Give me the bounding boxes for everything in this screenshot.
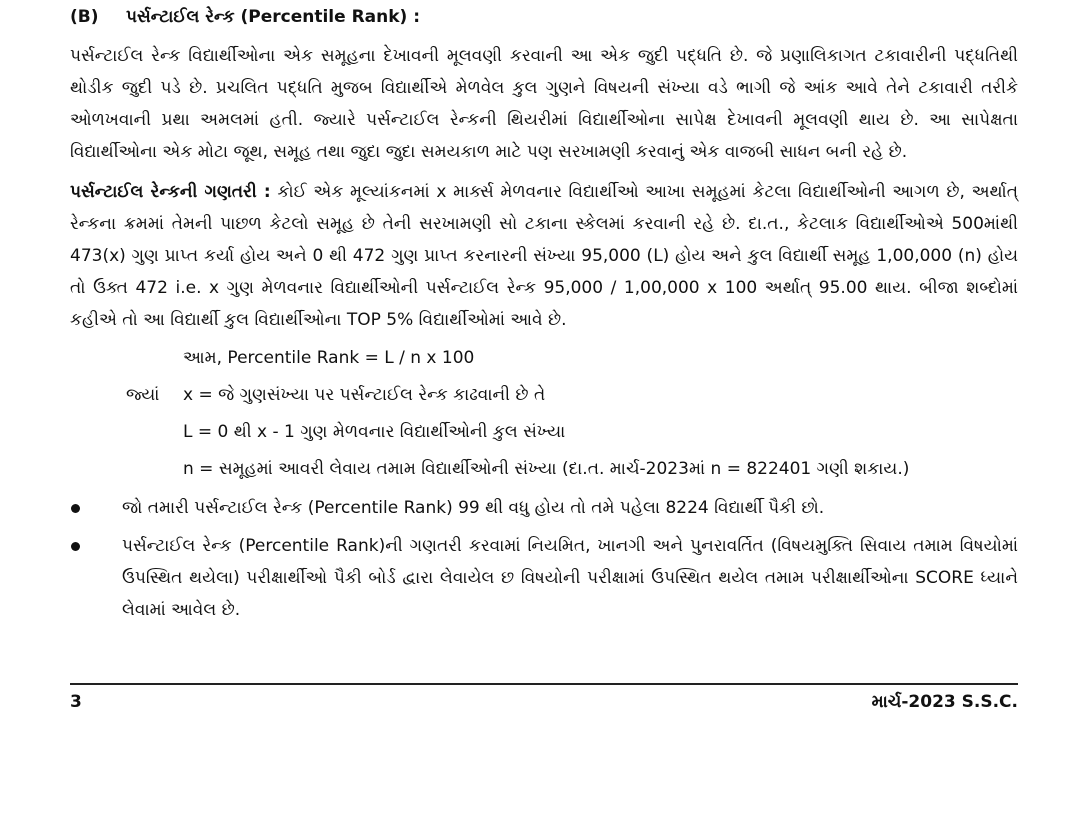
page-footer (70, 690, 1018, 714)
formula-x-definition: x = જે ગુણસંખ્યા પર પર્સન્ટાઈલ રેન્ક કાઢવાની છે તે (183, 385, 546, 405)
bullet-item (70, 492, 1018, 524)
exam-label: માર્ચ-2023 S.S.C. (871, 692, 1018, 712)
calculation-lead: પર્સન્ટાઈલ રેન્કની ગણતરી : (70, 182, 271, 202)
formula-block (70, 340, 1018, 488)
bullet-dot-icon (71, 504, 80, 513)
bullet-text: પર્સન્ટાઈલ રેન્ક (Percentile Rank)ની ગણતરી કરવામાં નિયમિત, ખાનગી અને પુનરાવર્તિત (વિષયમુક્તિ સિવાય તમામ વિષયોમાં ઉપસ્થિત થયેલા) પરીક્ષાર્થીઓ પૈકી બોર્ડ દ્વારા લેવાયેલ છ વિષયોની પરીક્ષામાં ઉપસ્થિત થયેલ તમામ પરીક્ષાર્થીઓના SCORE ધ્યાને લેવામાં આવેલ છે. (122, 536, 1018, 620)
bullet-dot-icon (71, 542, 80, 551)
formula-main: આમ, Percentile Rank = L / n x 100 (183, 348, 475, 368)
section-label: (B) (70, 7, 99, 27)
formula-n-line (70, 451, 1018, 488)
formula-x-line (70, 377, 1018, 414)
bullet-item (70, 530, 1018, 626)
bullet-list (70, 492, 1018, 626)
formula-n-definition: n = સમૂહમાં આવરી લેવાય તમામ વિદ્યાર્થીઓની સંખ્યા (દા.ત. માર્ચ-2023માં n = 822401 ગણી શકાય.) (183, 459, 910, 479)
section-heading (70, 6, 1018, 28)
page-number: 3 (70, 692, 82, 712)
section-title: પર્સન્ટાઈલ રેન્ક (Percentile Rank) : (126, 7, 421, 27)
intro-paragraph: પર્સન્ટાઈલ રેન્ક વિદ્યાર્થીઓના એક સમૂહના દેખાવની મૂલવણી કરવાની આ એક જુદી પદ્ધતિ છે. જે પ્રણાલિકાગત ટકાવારીની પદ્ધતિથી થોડીક જુદી પડે છે. પ્રચલિત પદ્ધતિ મુજબ વિદ્યાર્થીએ મેળવેલ કુલ ગુણને વિષયની સંખ્યા વડે ભાગી જે આંક આવે તેને ટકાવારી તરીકે ઓળખવાની પ્રથા અમલમાં હતી. જ્યારે પર્સન્ટાઈલ રેન્કની થિયરીમાં વિદ્યાર્થીઓના સાપેક્ષ દેખાવની મૂલવણી થાય છે. આ સાપેક્ષતા વિદ્યાર્થીઓના એક મોટા જૂથ, સમૂહ તથા જુદા જુદા સમયકાળ માટે પણ સરખામણી કરવાનું એક વાજબી સાધન બની રહે છે. (70, 46, 1018, 162)
document-page (70, 6, 1018, 626)
bullet-text: જો તમારી પર્સન્ટાઈલ રેન્ક (Percentile Rank) 99 થી વધુ હોય તો તમે પહેલા 8224 વિદ્યાર્થી પૈકી છો. (122, 498, 825, 518)
calculation-body: કોઈ એક મૂલ્યાંકનમાં x માર્ક્સ મેળવનાર વિદ્યાર્થીઓ આખા સમૂહમાં કેટલા વિદ્યાર્થીઓની આગળ છે, અર્થાત્ રેન્કના ક્રમમાં તેમની પાછળ કેટલો સમૂહ છે તેની સરખામણી સો ટકાના સ્કેલમાં કરવાની રહે છે. દા.ત., કેટલાક વિદ્યાર્થીઓએ 500માંથી 473(x) ગુણ પ્રાપ્ત કર્યા હોય અને 0 થી 472 ગુણ પ્રાપ્ત કરનારની સંખ્યા 95,000 (L) હોય અને કુલ વિદ્યાર્થી સમૂહ 1,00,000 (n) હોય તો ઉક્ત 472 i.e. x ગુણ મેળવનાર વિદ્યાર્થીઓની પર્સન્ટાઈલ રેન્ક 95,000 / 1,00,000 x 100 અર્થાત્ 95.00 થાય. બીજા શબ્દોમાં કહીએ તો આ વિદ્યાર્થી કુલ વિદ્યાર્થીઓના TOP 5% વિદ્યાર્થીઓમાં આવે છે. (70, 182, 1018, 330)
formula-l-definition: L = 0 થી x - 1 ગુણ મેળવનાર વિદ્યાર્થીઓની કુલ સંખ્યા (183, 422, 566, 442)
calculation-paragraph (70, 176, 1018, 336)
formula-main-line (70, 340, 1018, 377)
formula-l-line (70, 414, 1018, 451)
footer-divider (70, 683, 1018, 685)
formula-where-label: જ્યાં (126, 385, 160, 405)
